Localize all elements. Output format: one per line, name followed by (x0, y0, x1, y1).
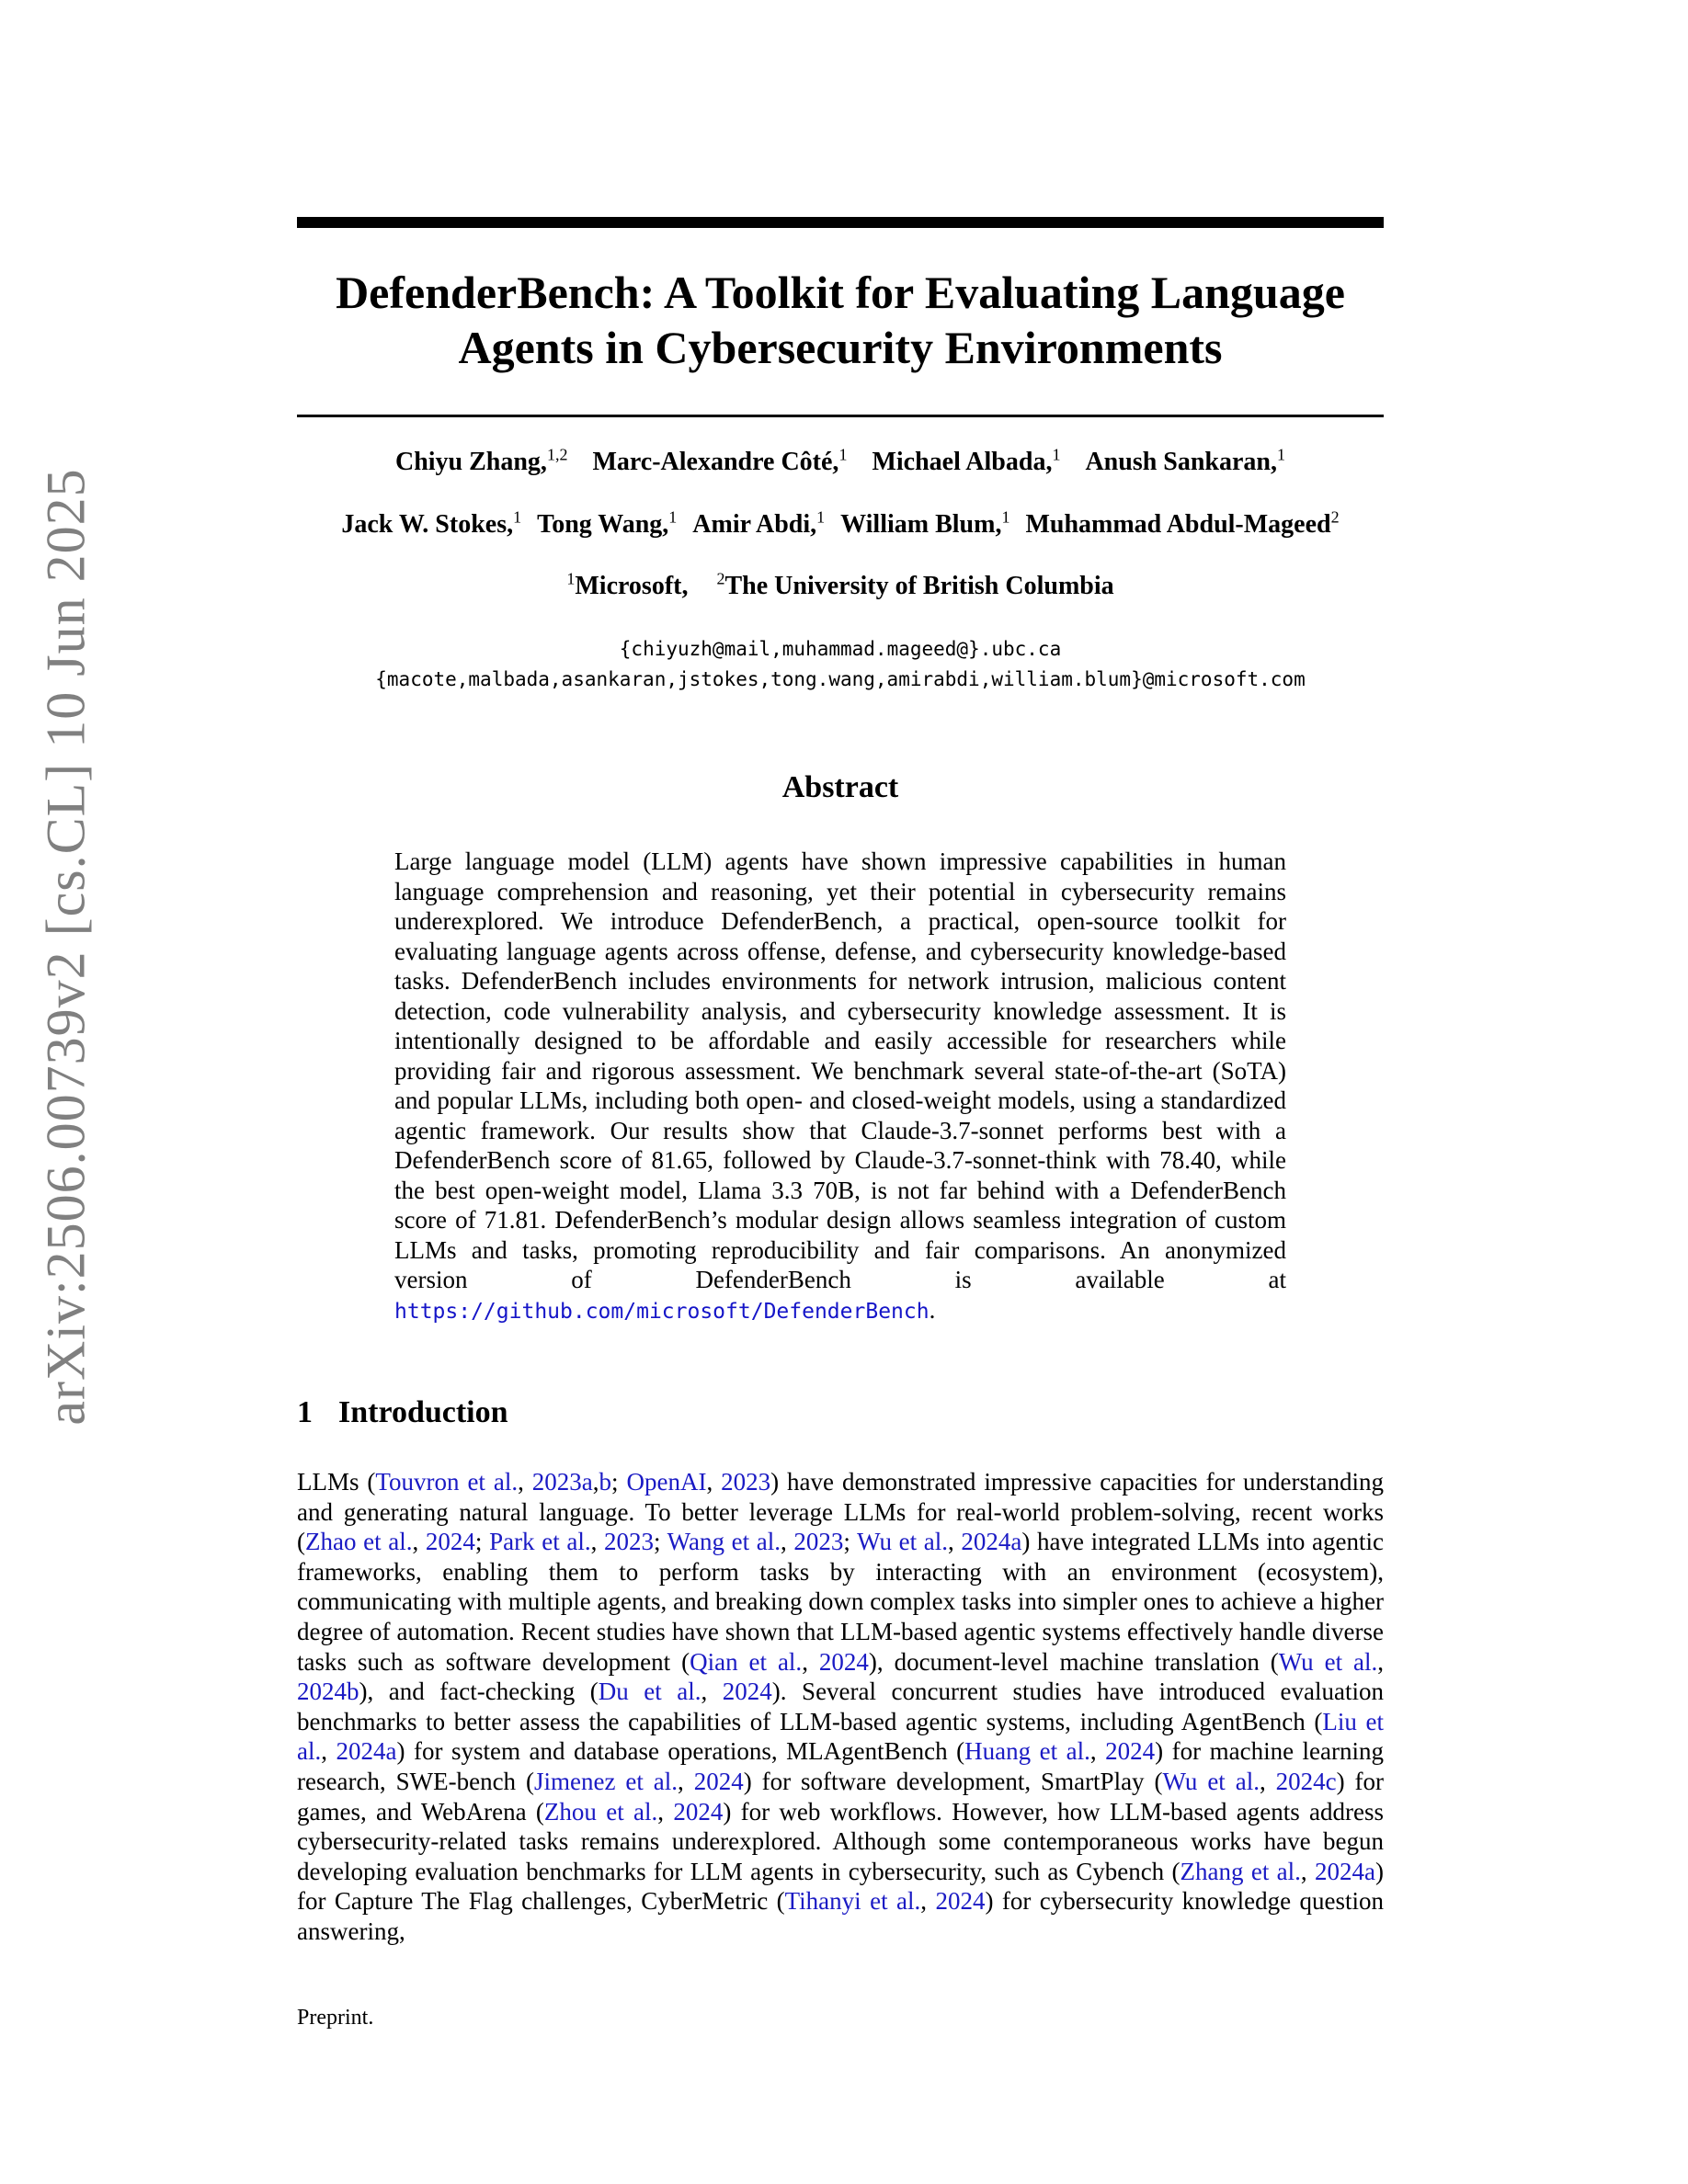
intro-text: ; (474, 1528, 490, 1556)
title-bottom-rule (297, 415, 1384, 417)
intro-text: , (780, 1528, 794, 1556)
intro-text: , (701, 1678, 723, 1706)
introduction-paragraph (297, 1467, 1384, 1947)
citation-link[interactable]: 2024a (1315, 1857, 1375, 1885)
citation-link[interactable]: 2023 (721, 1468, 771, 1496)
intro-text: , (657, 1797, 674, 1826)
section-title: Introduction (338, 1395, 508, 1429)
author-emails (297, 634, 1384, 695)
citation-link[interactable]: Jimenez et al. (533, 1767, 679, 1795)
author-name: William Blum, (840, 510, 1002, 539)
affiliation (716, 569, 1114, 600)
citation-link[interactable]: b (599, 1468, 612, 1496)
intro-text: ) have demonstrated impressive capacities for understanding and generating natural language. To better leverage LLMs for real-world problem-solving, recent works ( (297, 1468, 1384, 1556)
author-name: Tong Wang, (537, 510, 669, 539)
citation-link[interactable]: Liu et al. (297, 1707, 1384, 1766)
intro-text: ; (653, 1528, 667, 1556)
citation-link[interactable]: 2023a (531, 1468, 593, 1496)
intro-text: , (590, 1528, 604, 1556)
citation-link[interactable]: Wu et al. (1278, 1647, 1378, 1676)
author (1025, 507, 1340, 539)
intro-text: ; (843, 1528, 858, 1556)
citation-link[interactable]: 2024 (425, 1528, 475, 1556)
citation-link[interactable]: Huang et al. (964, 1737, 1090, 1766)
intro-text: ). Several concurrent studies have introduced evaluation benchmarks to better assess the capabilities of LLM-based agentic systems, including AgentBench ( (297, 1678, 1384, 1735)
citation-link[interactable]: 2024a (336, 1737, 397, 1766)
affiliation-name: The University of British Columbia (724, 572, 1114, 600)
citation-link[interactable]: 2024 (673, 1797, 724, 1826)
abstract-text: Large language model (LLM) agents have shown impressive capabilities in human language comprehension and reasoning, yet their potential in cybersecurity remains underexplored. We introduce DefenderBench, a practical, open-source toolkit for evaluating language agents across offense, defense, and cybersecurity knowledge-based tasks. DefenderBench includes environments for network intrusion, malicious content detection, code vulnerability analysis, and cybersecurity knowledge assessment. It is intentionally designed to be affordable and easily accessible for researchers while providing fair and rigorous assessment. We benchmark several state-of-the-art (SoTA) and popular LLMs, including both open- and closed-weight models, using a standardized agentic framework. Our results show that Claude-3.7-sonnet performs best with a DefenderBench score of 81.65, followed by Claude-3.7-sonnet-think with 78.40, while the best open-weight model, Llama 3.3 70B, is not far behind with a DefenderBench score of 71.81. DefenderBench’s modular design allows seamless integration of custom LLMs and tasks, promoting reproducibility and fair comparisons. An anonymized version of DefenderBench is available at (394, 847, 1286, 1293)
intro-text: , (518, 1468, 532, 1496)
intro-text: ) have integrated LLMs into agentic frameworks, enabling them to perform tasks by interacting with an environment (ecosystem), communicating with multiple agents, and breaking down complex tasks into simpler ones to achieve a higher degree of automation. Recent studies have shown that LLM-based agentic systems effectively handle diverse tasks such as software development ( (297, 1528, 1385, 1676)
intro-text: , (592, 1468, 599, 1496)
citation-link[interactable]: 2024 (818, 1647, 869, 1676)
author (592, 445, 848, 476)
author-affiliation-mark: 1 (1001, 507, 1010, 527)
section-heading-introduction (297, 1395, 508, 1430)
author-name: Muhammad Abdul-Mageed (1025, 510, 1331, 539)
citation-link[interactable]: Zhao et al. (305, 1528, 413, 1556)
citation-link[interactable]: Touvron et al. (375, 1468, 519, 1496)
author-name: Marc-Alexandre Côté, (592, 448, 839, 476)
intro-text: , (802, 1647, 819, 1676)
paper-title (297, 265, 1384, 375)
author-affiliation-mark: 2 (1330, 507, 1340, 527)
citation-link[interactable]: 2024 (935, 1887, 986, 1916)
intro-text: , (1259, 1767, 1276, 1795)
abstract-body (394, 847, 1286, 1326)
author (537, 507, 678, 539)
author-affiliation-mark: 1 (1277, 445, 1286, 464)
intro-text: , (1089, 1737, 1106, 1766)
author-affiliation-mark: 1,2 (546, 445, 568, 464)
email-line-2[interactable]: {macote,malbada,asankaran,jstokes,tong.wang,amirabdi,william.blum}@microsoft.com (375, 668, 1306, 690)
email-line-1[interactable]: {chiyuzh@mail,muhammad.mageed@}.ubc.ca (619, 638, 1062, 660)
citation-link[interactable]: 2024 (1105, 1737, 1156, 1766)
citation-link[interactable]: Zhou et al. (543, 1797, 658, 1826)
intro-text: ) for cybersecurity knowledge question answering, (297, 1887, 1384, 1945)
intro-text: ; (611, 1468, 627, 1496)
author (394, 445, 568, 476)
intro-text: ) for games, and WebArena ( (297, 1767, 1385, 1826)
citation-link[interactable]: Wang et al. (667, 1528, 781, 1556)
intro-text: , (920, 1887, 936, 1916)
intro-text: ) for system and database operations, MLAgentBench ( (396, 1737, 965, 1766)
github-link[interactable]: https://github.com/microsoft/DefenderBench (394, 1299, 930, 1324)
paper-title-line-1: DefenderBench: A Toolkit for Evaluating Language (336, 267, 1345, 318)
author-affiliation-mark: 1 (513, 507, 522, 527)
intro-text: , (321, 1737, 336, 1766)
citation-link[interactable]: 2023 (793, 1528, 844, 1556)
author-affiliation-mark: 1 (838, 445, 848, 464)
citation-link[interactable]: 2024 (693, 1767, 744, 1795)
author-affiliation-mark: 1 (1052, 445, 1061, 464)
affiliation (566, 569, 689, 600)
author-row-1 (297, 447, 1384, 478)
citation-link[interactable]: Wu et al. (1162, 1767, 1260, 1795)
citation-link[interactable]: 2024 (722, 1678, 772, 1706)
author-name: Anush Sankaran, (1085, 448, 1278, 476)
citation-link[interactable]: Du et al. (598, 1678, 701, 1706)
intro-text: LLMs ( (297, 1468, 376, 1496)
title-top-rule (297, 217, 1384, 228)
author-row-2 (297, 509, 1384, 540)
citation-link[interactable]: Tihanyi et al. (784, 1887, 921, 1916)
intro-text: , (706, 1468, 722, 1496)
intro-text: ) for machine learning research, SWE-bench ( (297, 1737, 1385, 1795)
author-name: Amir Abdi, (692, 510, 817, 539)
intro-text: , (1300, 1857, 1316, 1885)
author (872, 445, 1061, 476)
arxiv-side-stamp: arXiv:2506.00739v2 [cs.CL] 10 Jun 2025 (35, 468, 97, 1426)
intro-text: , (678, 1767, 694, 1795)
affiliation-mark: 2 (716, 569, 725, 588)
author (692, 507, 826, 539)
intro-text: ), and fact-checking ( (359, 1678, 599, 1706)
citation-link[interactable]: Wu et al. (857, 1528, 948, 1556)
intro-text: ), document-level machine translation ( (868, 1647, 1279, 1676)
citation-link[interactable]: 2024a (961, 1528, 1022, 1556)
affiliation-mark: 1 (566, 569, 576, 588)
citation-link[interactable]: 2023 (603, 1528, 654, 1556)
author-name: Michael Albada, (872, 448, 1053, 476)
citation-link[interactable]: 2024b (297, 1678, 359, 1706)
affiliation-name: Microsoft, (575, 572, 689, 600)
preprint-footer: Preprint. (297, 2006, 374, 2030)
author-affiliation-mark: 1 (668, 507, 678, 527)
author-name: Jack W. Stokes, (341, 510, 514, 539)
citation-link[interactable]: Zhang et al. (1180, 1857, 1301, 1885)
author (341, 507, 522, 539)
abstract-heading: Abstract (781, 770, 899, 804)
intro-text: ) for Capture The Flag challenges, CyberMetric ( (297, 1857, 1384, 1916)
author-name: Chiyu Zhang, (394, 448, 547, 476)
citation-link[interactable]: Qian et al. (690, 1647, 803, 1676)
citation-link[interactable]: 2024c (1275, 1767, 1337, 1795)
paper-title-line-2: Agents in Cybersecurity Environments (458, 322, 1223, 373)
abstract-end: . (929, 1295, 936, 1324)
author (840, 507, 1010, 539)
author-affiliation-mark: 1 (816, 507, 826, 527)
intro-text: , (412, 1528, 426, 1556)
author (1085, 445, 1286, 476)
intro-text: ) for web workflows. However, how LLM-based agents address cybersecurity-related tasks remains underexplored. Although some contemporaneous works have begun developing evaluation benchmarks for LLM agents in cybersecurity, such as Cybench ( (297, 1797, 1385, 1885)
intro-text: , (948, 1528, 962, 1556)
citation-link[interactable]: OpenAI (626, 1468, 707, 1496)
intro-text: , (1377, 1647, 1385, 1676)
section-number: 1 (297, 1395, 313, 1429)
intro-text: ) for software development, SmartPlay ( (743, 1767, 1163, 1795)
citation-link[interactable]: Park et al. (489, 1528, 591, 1556)
affiliations (297, 569, 1384, 601)
